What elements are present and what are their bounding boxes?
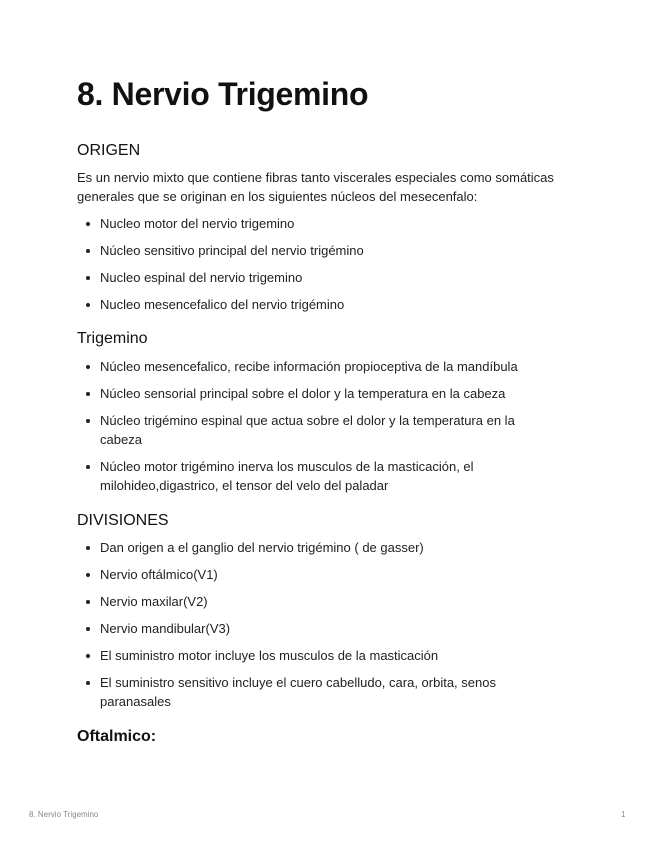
- bullet-icon: [86, 222, 90, 226]
- footer-doc-title: 8. Nervio Trigemino: [29, 810, 99, 819]
- bullet-icon: [86, 276, 90, 280]
- bullet-icon: [86, 654, 90, 658]
- list-item: Núcleo trigémino espinal que actua sobre el dolor y la temperatura en la cabeza: [77, 411, 557, 449]
- bullet-icon: [86, 627, 90, 631]
- bullet-icon: [86, 546, 90, 550]
- page-title: 8. Nervio Trigemino: [77, 76, 369, 112]
- list-item: Nervio mandibular(V3): [77, 619, 557, 638]
- bullet-icon: [86, 419, 90, 423]
- origen-list: [77, 214, 557, 322]
- section-heading-oftalmico: Oftalmico:: [77, 728, 157, 745]
- bullet-icon: [86, 465, 90, 469]
- section-heading-divisiones: DIVISIONES: [77, 512, 169, 529]
- list-item: El suministro motor incluye los musculos de la masticación: [77, 646, 557, 665]
- list-item: Nervio oftálmico(V1): [77, 565, 557, 584]
- list-item: Dan origen a el ganglio del nervio trigémino ( de gasser): [77, 538, 557, 557]
- section-heading-origen: ORIGEN: [77, 142, 141, 159]
- list-item: Núcleo motor trigémino inerva los musculos de la masticación, el milohideo,digastrico, el tensor del velo del paladar: [77, 457, 557, 495]
- section-heading-trigemino: Trigemino: [77, 330, 148, 347]
- list-item: Nucleo espinal del nervio trigemino: [77, 268, 557, 287]
- list-item: Nucleo mesencefalico del nervio trigémino: [77, 295, 557, 314]
- footer-page-number: 1: [621, 810, 626, 819]
- bullet-icon: [86, 573, 90, 577]
- bullet-icon: [86, 365, 90, 369]
- bullet-icon: [86, 392, 90, 396]
- bullet-icon: [86, 249, 90, 253]
- list-item: El suministro sensitivo incluye el cuero cabelludo, cara, orbita, senos paranasales: [77, 673, 557, 711]
- list-item: Núcleo sensitivo principal del nervio trigémino: [77, 241, 557, 260]
- bullet-icon: [86, 681, 90, 685]
- list-item: Núcleo sensorial principal sobre el dolor y la temperatura en la cabeza: [77, 384, 557, 403]
- origen-paragraph: Es un nervio mixto que contiene fibras tanto viscerales especiales como somáticas generales que se originan en los siguientes núcleos del mesecenfalo:: [77, 170, 554, 204]
- divisiones-list: [77, 538, 557, 719]
- list-item: Núcleo mesencefalico, recibe información propioceptiva de la mandíbula: [77, 357, 557, 376]
- bullet-icon: [86, 600, 90, 604]
- list-item: Nervio maxilar(V2): [77, 592, 557, 611]
- bullet-icon: [86, 303, 90, 307]
- trigemino-list: [77, 357, 557, 503]
- list-item: Nucleo motor del nervio trigemino: [77, 214, 557, 233]
